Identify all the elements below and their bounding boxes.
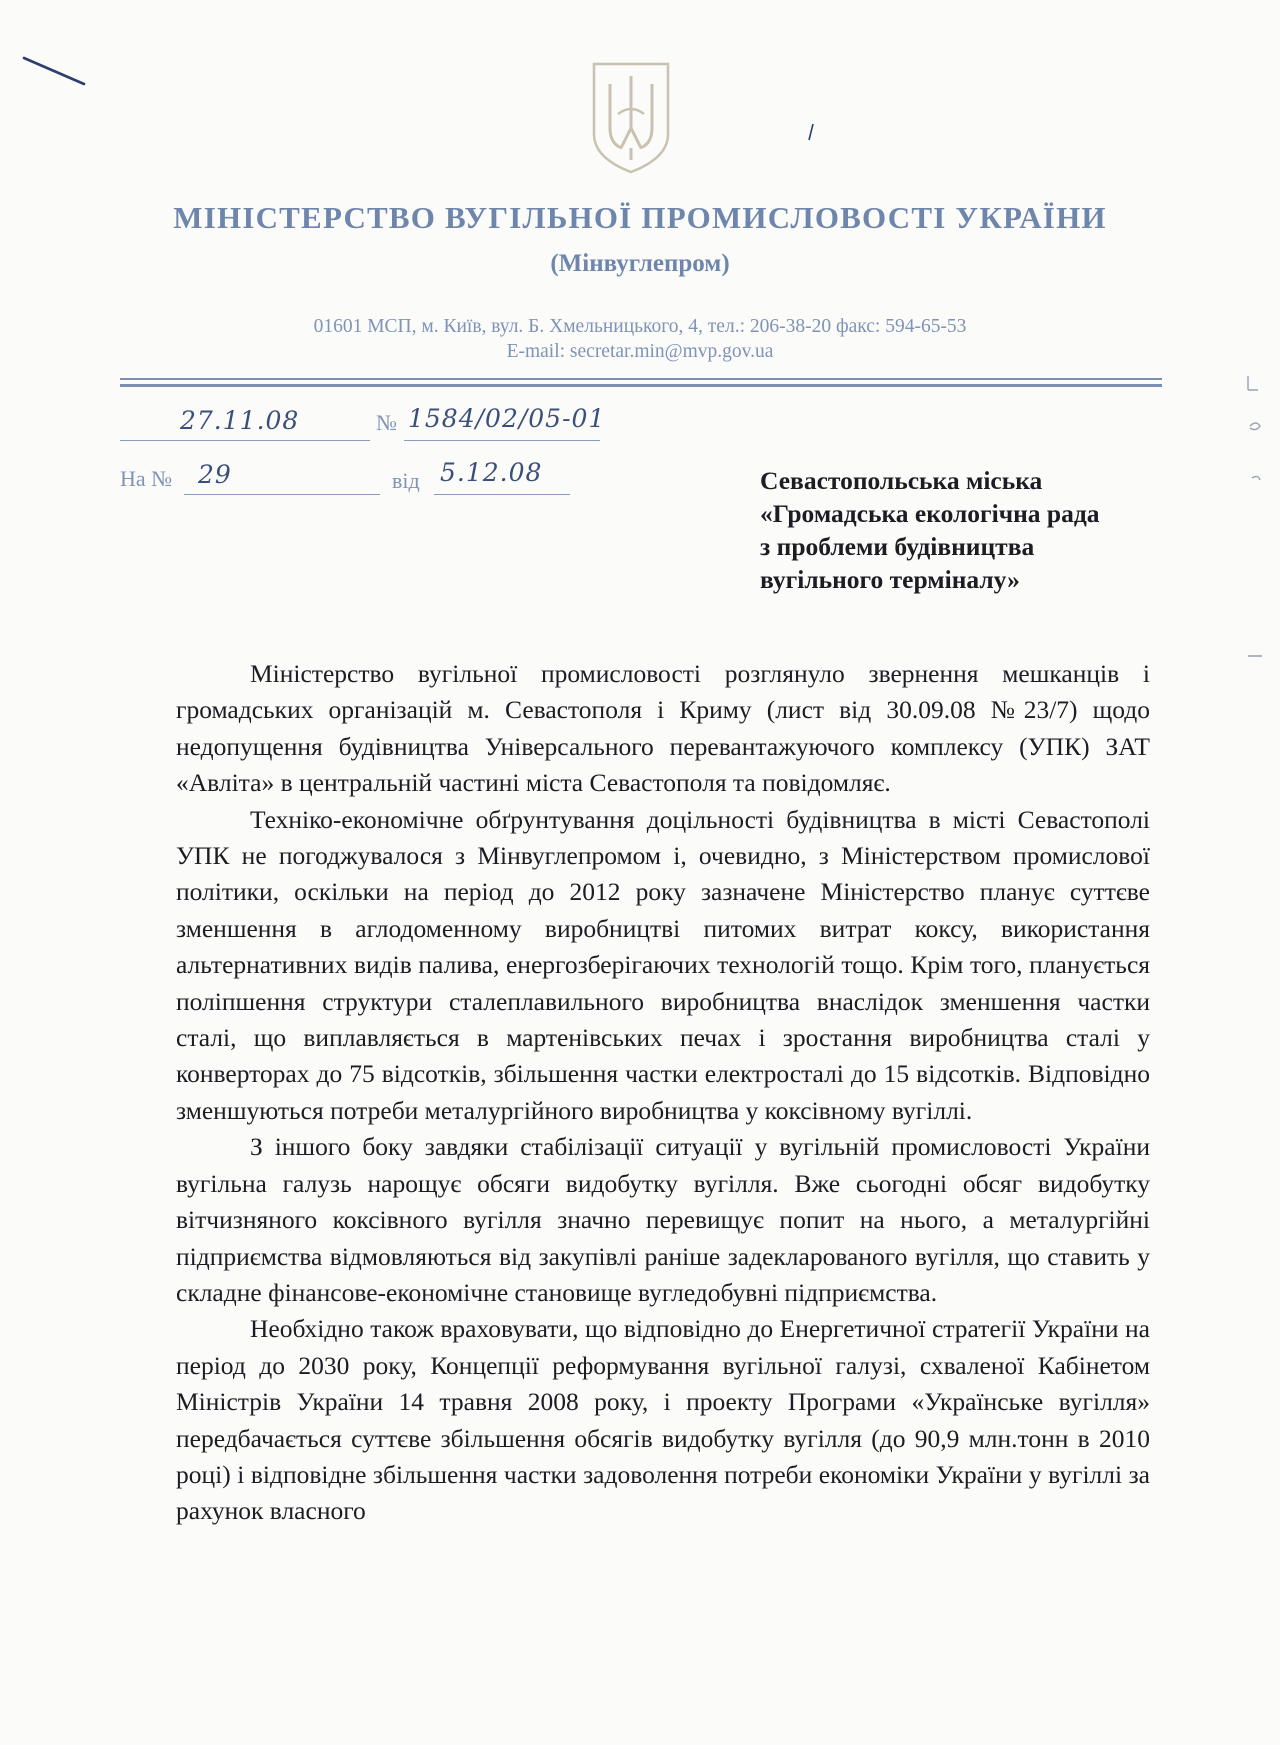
ministry-address: 01601 МСП, м. Київ, вул. Б. Хмельницького, 4, тел.: 206-38-20 факс: 594-65-53 <box>313 316 967 337</box>
letter-body <box>176 656 1150 1530</box>
recipient-line: з проблеми будівництва <box>760 532 1035 561</box>
recipient-line: «Громадська екологічна рада <box>760 499 1100 528</box>
reply-date: 5.12.08 <box>440 458 543 487</box>
outgoing-number: 1584/02/05-01 <box>408 404 606 433</box>
trident-emblem-icon <box>588 58 674 176</box>
ministry-short-name: (Мінвуглепром) <box>550 250 730 277</box>
pen-stroke-mark <box>20 50 100 90</box>
number-label: № <box>376 410 397 435</box>
body-paragraph: Міністерство вугільної промисловості розглянуло звернення мешканців і громадських організацій м. Севастополя і Криму (лист від 30.09.08 №23/7) щодо недопущення будівництва Універсального перевантажуючого комплексу (УПК) ЗАТ «Авліта» в центральній частині міста Севастополя та повідомляє. <box>176 659 1150 798</box>
from-label: від <box>392 468 420 493</box>
date-line <box>120 440 370 441</box>
header-divider <box>120 378 1162 380</box>
margin-scan-marks <box>1240 370 1270 670</box>
recipient-line: Севастопольська міська <box>760 466 1043 495</box>
recipient-line: вугільного терміналу» <box>760 565 1020 594</box>
header-divider-bold <box>120 384 1162 387</box>
reply-number-line <box>184 494 380 495</box>
ministry-email: E-mail: secretar.min@mvp.gov.ua <box>506 341 774 362</box>
ministry-name: МІНІСТЕРСТВО ВУГІЛЬНОЇ ПРОМИСЛОВОСТІ УКРАЇНИ <box>173 200 1107 235</box>
recipient-block <box>760 464 1180 596</box>
reply-date-line <box>434 494 570 495</box>
reply-number: 29 <box>198 460 232 489</box>
body-paragraph: З іншого боку завдяки стабілізації ситуації у вугільній промисловості України вугільна галузь нарощує обсяги видобутку вугілля. Вже сьогодні обсяг видобутку вітчизняного коксівного вугілля значно перевищує попит на нього, а металургійні підприємства відмовляються від закупівлі раніше задекларованого вугілля, що ставить у складне фінансове-економічне становище вугледобувні підприємства. <box>176 1132 1150 1307</box>
body-paragraph: Техніко-економічне обґрунтування доцільності будівництва в місті Севастополі УПК не погоджувалося з Мінвуглепромом і, очевидно, з Міністерством промислової політики, оскільки на період до 2012 року зазначене Міністерство планує суттєве зменшення в аглодоменному виробництві питомих витрат коксу, використання альтернативних видів палива, енергозберігаючих технологій тощо. Крім того, планується поліпшення структури сталеплавильного виробництва внаслідок зменшення частки сталі, що виплавляється в мартенівських печах і зростання виробництва сталі у конверторах до 75 відсотків, збільшення частки електросталі до 15 відсотків. Відповідно зменшуються потреби металургійного виробництва у коксівному вугіллі. <box>176 804 1150 1125</box>
reply-label: На № <box>120 466 173 491</box>
number-line <box>404 440 600 441</box>
pen-tick-mark <box>806 122 816 142</box>
outgoing-date: 27.11.08 <box>180 406 300 435</box>
body-paragraph: Необхідно також враховувати, що відповідно до Енергетичної стратегії України на період до 2030 року, Концепції реформування вугільної галузі, схваленої Кабінетом Міністрів України 14 травня 2008 року, і проекту Програми «Українське вугілля» передбачається суттєве збільшення обсягів видобутку вугілля (до 90,9 млн.тонн в 2010 році) і відповідне збільшення частки задоволення потреби економіки України у вугіллі за рахунок власного <box>176 1314 1150 1526</box>
